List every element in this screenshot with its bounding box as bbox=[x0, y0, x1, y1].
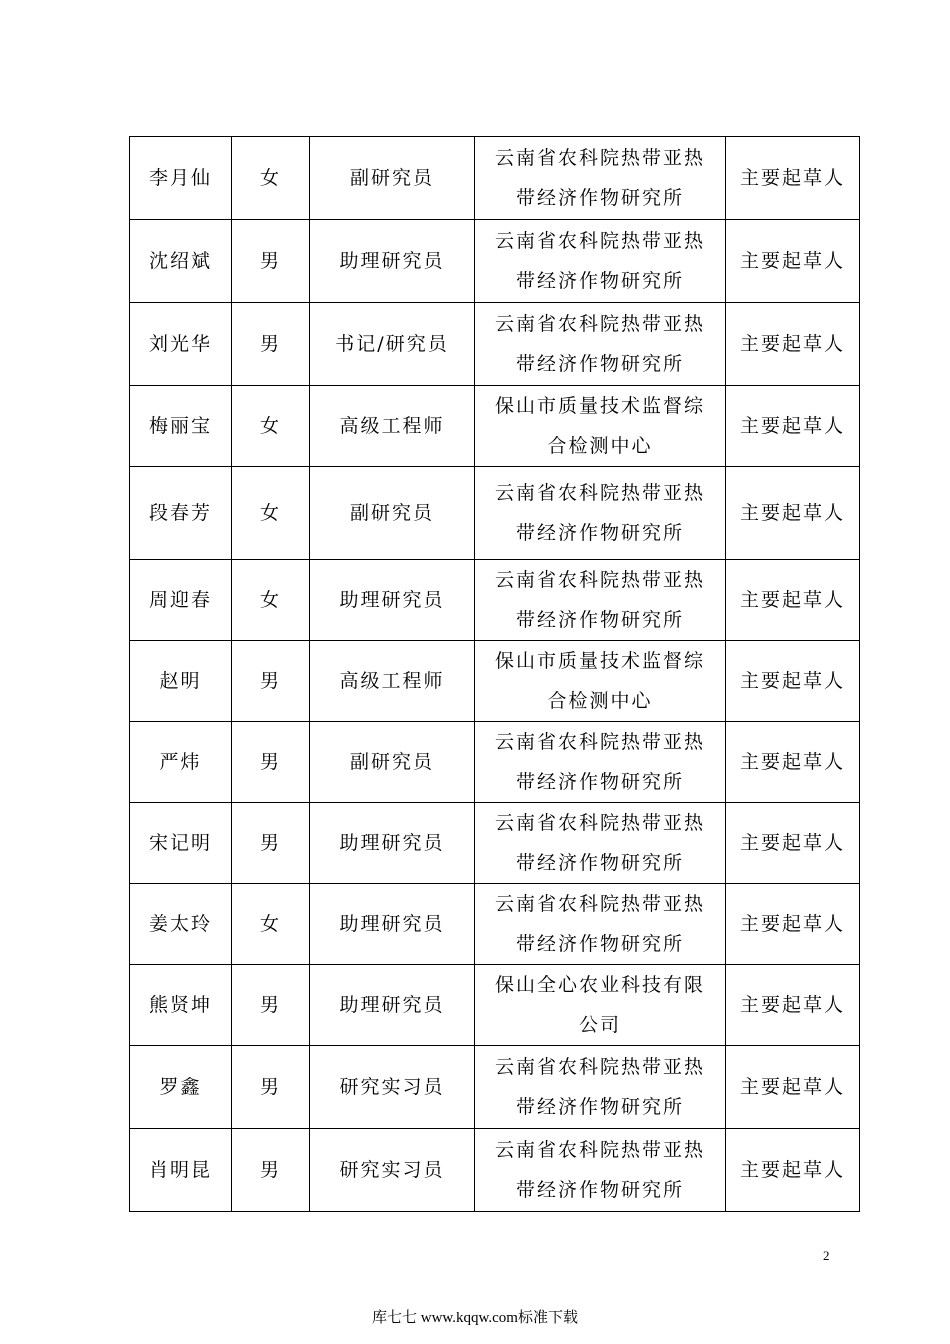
gender-cell: 男 bbox=[232, 722, 310, 803]
gender-cell: 女 bbox=[232, 884, 310, 965]
name-cell: 刘光华 bbox=[130, 303, 232, 386]
role-cell: 主要起草人 bbox=[726, 965, 860, 1046]
role-cell: 主要起草人 bbox=[726, 386, 860, 467]
gender-cell: 男 bbox=[232, 965, 310, 1046]
role-cell: 主要起草人 bbox=[726, 803, 860, 884]
org-cell: 云南省农科院热带亚热带经济作物研究所 bbox=[475, 137, 726, 220]
table-row bbox=[130, 220, 860, 303]
role-cell: 主要起草人 bbox=[726, 303, 860, 386]
org-cell: 云南省农科院热带亚热带经济作物研究所 bbox=[475, 220, 726, 303]
name-cell: 罗鑫 bbox=[130, 1046, 232, 1129]
name-cell: 沈绍斌 bbox=[130, 220, 232, 303]
gender-cell: 男 bbox=[232, 1129, 310, 1212]
drafters-table bbox=[129, 136, 860, 1212]
role-cell: 主要起草人 bbox=[726, 722, 860, 803]
title-cell: 助理研究员 bbox=[310, 965, 475, 1046]
title-cell: 副研究员 bbox=[310, 722, 475, 803]
title-cell: 高级工程师 bbox=[310, 386, 475, 467]
org-cell: 云南省农科院热带亚热带经济作物研究所 bbox=[475, 560, 726, 641]
table-row bbox=[130, 641, 860, 722]
org-cell: 保山市质量技术监督综合检测中心 bbox=[475, 641, 726, 722]
name-cell: 严炜 bbox=[130, 722, 232, 803]
title-cell: 助理研究员 bbox=[310, 884, 475, 965]
table-row bbox=[130, 1129, 860, 1212]
role-cell: 主要起草人 bbox=[726, 884, 860, 965]
name-cell: 宋记明 bbox=[130, 803, 232, 884]
role-cell: 主要起草人 bbox=[726, 1046, 860, 1129]
gender-cell: 女 bbox=[232, 137, 310, 220]
table-row bbox=[130, 884, 860, 965]
title-cell: 高级工程师 bbox=[310, 641, 475, 722]
role-cell: 主要起草人 bbox=[726, 641, 860, 722]
table-row bbox=[130, 386, 860, 467]
gender-cell: 女 bbox=[232, 386, 310, 467]
org-cell: 云南省农科院热带亚热带经济作物研究所 bbox=[475, 803, 726, 884]
table-row bbox=[130, 803, 860, 884]
title-cell: 助理研究员 bbox=[310, 803, 475, 884]
table-row bbox=[130, 560, 860, 641]
gender-cell: 女 bbox=[232, 467, 310, 560]
org-cell: 云南省农科院热带亚热带经济作物研究所 bbox=[475, 884, 726, 965]
table-row bbox=[130, 467, 860, 560]
name-cell: 赵明 bbox=[130, 641, 232, 722]
title-cell: 研究实习员 bbox=[310, 1046, 475, 1129]
role-cell: 主要起草人 bbox=[726, 137, 860, 220]
org-cell: 云南省农科院热带亚热带经济作物研究所 bbox=[475, 303, 726, 386]
drafters-table-body bbox=[130, 137, 860, 1212]
role-cell: 主要起草人 bbox=[726, 467, 860, 560]
footer-watermark: 库七七 www.kqqw.com标准下载 bbox=[372, 1310, 578, 1326]
name-cell: 熊贤坤 bbox=[130, 965, 232, 1046]
org-cell: 保山全心农业科技有限公司 bbox=[475, 965, 726, 1046]
role-cell: 主要起草人 bbox=[726, 1129, 860, 1212]
table-row bbox=[130, 303, 860, 386]
gender-cell: 男 bbox=[232, 641, 310, 722]
role-cell: 主要起草人 bbox=[726, 220, 860, 303]
org-cell: 云南省农科院热带亚热带经济作物研究所 bbox=[475, 722, 726, 803]
gender-cell: 男 bbox=[232, 1046, 310, 1129]
role-cell: 主要起草人 bbox=[726, 560, 860, 641]
name-cell: 梅丽宝 bbox=[130, 386, 232, 467]
title-cell: 书记/研究员 bbox=[310, 303, 475, 386]
gender-cell: 男 bbox=[232, 303, 310, 386]
title-cell: 研究实习员 bbox=[310, 1129, 475, 1212]
org-cell: 保山市质量技术监督综合检测中心 bbox=[475, 386, 726, 467]
title-cell: 助理研究员 bbox=[310, 220, 475, 303]
title-cell: 副研究员 bbox=[310, 137, 475, 220]
name-cell: 姜太玲 bbox=[130, 884, 232, 965]
table-row bbox=[130, 722, 860, 803]
table-row bbox=[130, 965, 860, 1046]
name-cell: 李月仙 bbox=[130, 137, 232, 220]
name-cell: 肖明昆 bbox=[130, 1129, 232, 1212]
page-number: 2 bbox=[823, 1248, 830, 1263]
org-cell: 云南省农科院热带亚热带经济作物研究所 bbox=[475, 1046, 726, 1129]
table-row bbox=[130, 137, 860, 220]
gender-cell: 男 bbox=[232, 803, 310, 884]
title-cell: 副研究员 bbox=[310, 467, 475, 560]
gender-cell: 男 bbox=[232, 220, 310, 303]
name-cell: 段春芳 bbox=[130, 467, 232, 560]
org-cell: 云南省农科院热带亚热带经济作物研究所 bbox=[475, 1129, 726, 1212]
title-cell: 助理研究员 bbox=[310, 560, 475, 641]
gender-cell: 女 bbox=[232, 560, 310, 641]
name-cell: 周迎春 bbox=[130, 560, 232, 641]
org-cell: 云南省农科院热带亚热带经济作物研究所 bbox=[475, 467, 726, 560]
table-row bbox=[130, 1046, 860, 1129]
